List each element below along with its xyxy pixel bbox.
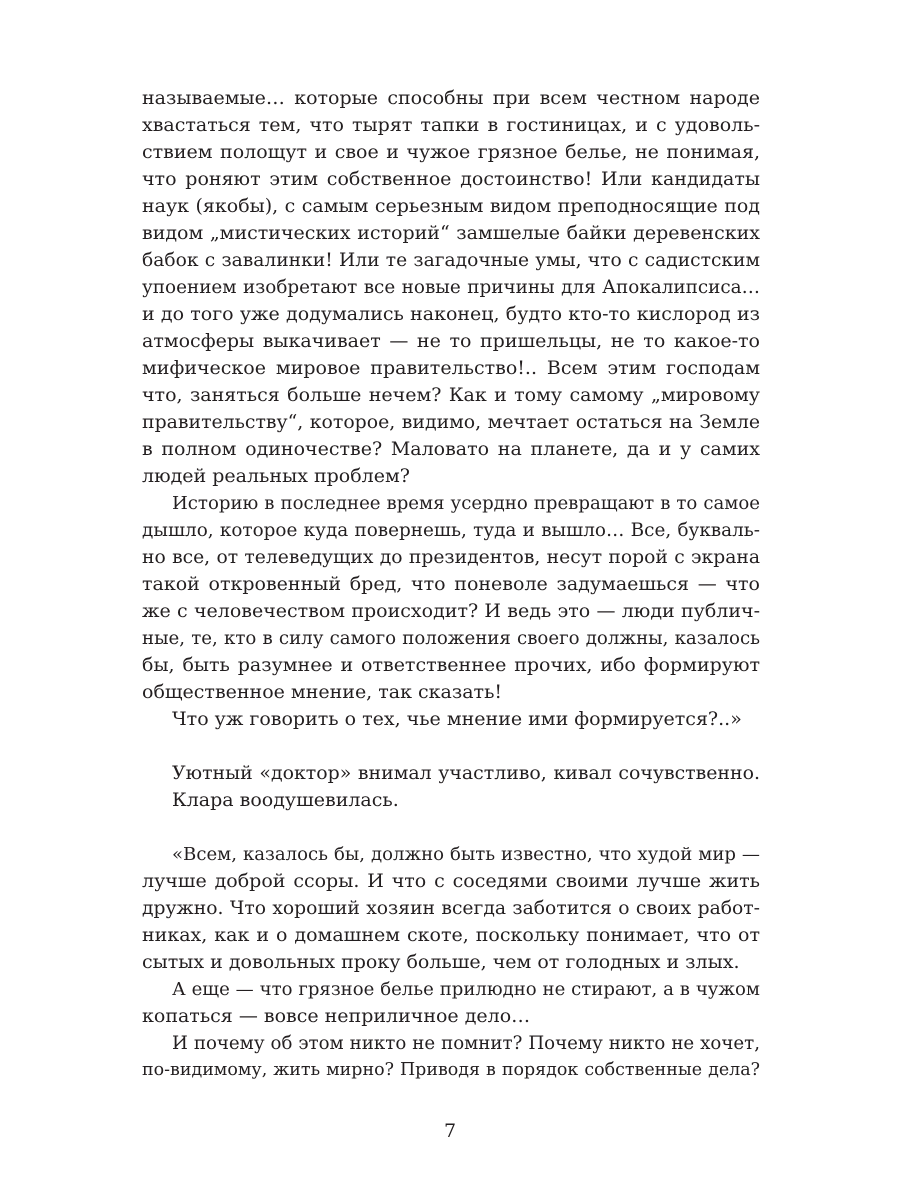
text-line: Уютный «доктор» внимал участливо, кивал сочувственно. (172, 762, 760, 784)
text-line: Что уж говорить о тех, чье мнение ими формируется?..» (172, 708, 742, 730)
text-line: И почему об этом никто не помнит? Почему никто не хочет, (172, 1033, 760, 1054)
text-line: но все, от телеведущих до президентов, несут порой с экрана (142, 547, 760, 568)
text-line: никах, как и о домашнем скоте, поскольку понимает, что от (142, 924, 760, 946)
text-line: называемые… которые способны при всем честном народе (142, 87, 760, 109)
text-line: в полном одиночестве? Маловато на планете, да и у самих (142, 438, 760, 460)
text-line: бы, быть разумнее и ответственнее прочих, ибо формируют (142, 654, 760, 676)
text-line: людей реальных проблем? (142, 465, 410, 487)
text-line: общественное мнение, так сказать! (142, 681, 503, 703)
text-line: мифическое мировое правительство!.. Всем этим господам (142, 357, 760, 379)
text-line: видом „мистических историй“ замшелые байки деревенских (142, 222, 760, 244)
text-line: «Всем, казалось бы, должно быть известно, что худой мир — (172, 844, 760, 865)
text-line: А еще — что грязное белье прилюдно не стирают, а в чужом (172, 979, 760, 1000)
text-line: дружно. Что хороший хозяин всегда заботится о своих работ- (142, 898, 760, 919)
text-line: копаться — вовсе неприличное дело… (142, 1005, 531, 1027)
text-line: правительству“, которое, видимо, мечтает остаться на Земле (142, 411, 760, 433)
text-line: сытых и довольных проку больше, чем от голодных и злых. (142, 951, 740, 973)
text-line: Клара воодушевилась. (172, 789, 399, 811)
text-line: ные, те, кто в силу самого положения своего должны, казалось (142, 628, 760, 649)
paragraph-gap (142, 814, 760, 841)
text-line: что роняют этим собственное достоинство! Или кандидаты (142, 168, 760, 190)
text-line: что, заняться больше нечем? Как и тому самому „мировому (142, 384, 760, 406)
text-line: же с человечеством происходит? И ведь это — люди публич- (142, 600, 760, 622)
page-number: 7 (443, 1120, 457, 1142)
paragraph-gap (142, 733, 760, 760)
text-line: лучше доброй ссоры. И что с соседями своими лучше жить (142, 870, 760, 892)
text-line: упоением изобретают все новые причины для Апокалипсиса… (142, 277, 760, 298)
text-line: по-видимому, жить мирно? Приводя в порядок собственные дела? (142, 1060, 760, 1080)
text-line: хвастаться тем, что тырят тапки в гостиницах, и с удоволь- (142, 114, 760, 136)
text-line: бабок с завалинки! Или те загадочные умы, что с садистским (142, 250, 760, 271)
text-line: дышло, которое куда повернешь, туда и вышло… Все, букваль- (142, 520, 760, 541)
text-line: ствием полощут и свое и чужое грязное белье, не понимая, (142, 141, 760, 163)
text-line: наук (якобы), с самым серьезным видом преподносящие под (142, 195, 760, 217)
text-line: атмосферы выкачивает — не то пришельцы, не то какое-то (142, 330, 760, 352)
text-line: такой откровенный бред, что поневоле задумаешься — что (142, 573, 760, 595)
text-line: Историю в последнее время усердно превращают в то самое (172, 493, 760, 514)
page-text (142, 85, 760, 1084)
text-line: и до того уже додумались наконец, будто кто-то кислород из (142, 303, 760, 325)
